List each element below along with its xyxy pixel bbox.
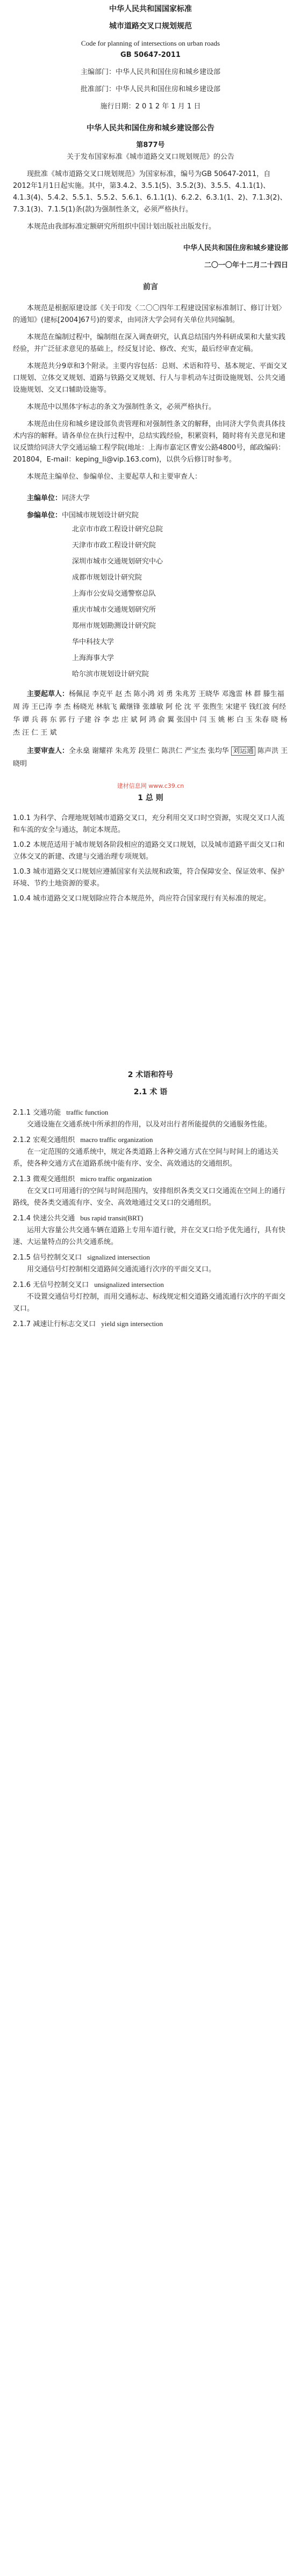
approver-line: 批准部门：中华人民共和国住房和城乡建设部 xyxy=(80,85,221,93)
reviewers-line: 主要审查人：全永燊 谢耀祥 朱兆芳 段里仁 陈洪仁 严宝杰 张均华 刘运通 陈声洪 王晓明 xyxy=(13,747,288,768)
announcement-subject: 关于发布国家标准《城市道路交叉口规划规范》的公告 xyxy=(66,153,234,161)
term-definition: 在一定范围的交通系统中，规定各类道路上各种交通方式在空间与时间上的通达关系，使各种交通方式在道路系统中能有序、安全、高效通达的交通组织。 xyxy=(13,1148,279,1168)
foreword-paragraph: 本规范主编单位、参编单位、主要起草人和主要审查人： xyxy=(27,473,202,481)
term-heading: 2.1.4 快速公共交通 bus rapid transit(BRT) xyxy=(13,1214,144,1223)
term-heading: 2.1.5 信号控制交叉口 signalized intersection xyxy=(13,1253,150,1262)
chief-unit-line: 主编单位：同济大学 xyxy=(27,494,90,502)
list-item: 成都市规划设计研究院 xyxy=(72,574,142,582)
foreword-paragraph: 本规范是根据原建设部《关于印发〈二〇〇四年工程建设国家标准制订、修订计划〉的通知》(建标[2004]67号)的要求，由同济大学会同有关单位共同编制。 xyxy=(13,304,286,324)
term-definition: 不设置交通信号灯控制，而用交通标志、标线规定相交道路交通流通行次序的平面交叉口。 xyxy=(13,1293,286,1313)
term-heading: 2.1.7 减速让行标志交叉口 yield sign intersection xyxy=(13,1320,163,1328)
foreword-title: 前言 xyxy=(143,283,158,291)
term-heading: 2.1.3 微观交通组织 micro traffic organization xyxy=(13,1175,152,1183)
drafters-line: 主要起草人：杨佩昆 李克平 赵 杰 陈小鸿 刘 勇 朱兆芳 王晓华 邓逸雷 林 群 滕生福 周 涛 王已涛 李 杰 杨晓光 林航飞 戴继锋 张雄敏 阿 伦 沈 平 张煦生 宋建平 钱红波 何经华 谭 兵 蒋 东 郭 行 子建 谷 李 忠 庄 斌 阿 鸿 俞 翼 张国中 闫 玉 姚 彬 白 玉 朱春 晓 杨 杰 汪 仁 王 斌 xyxy=(13,690,288,737)
effective-date-line: 施行日期：2 0 1 2 年 1 月 1 日 xyxy=(100,103,201,111)
chapter-2-title: 2 术语和符号 xyxy=(127,1071,174,1079)
watermark-text: 建材信息网 www.c39.cn xyxy=(117,782,184,789)
list-item: 上海市公安局交通警察总队 xyxy=(72,590,156,598)
participant-units-list xyxy=(13,522,288,683)
term-heading: 2.1.2 宏观交通组织 macro traffic organization xyxy=(13,1136,153,1144)
list-item: 天津市市政工程设计研究院 xyxy=(72,541,156,550)
foreword-paragraph: 本规范共分9章和3个附录。主要内容包括：总则、术语和符号、基本规定、平面交叉口规划、立体交叉规划、道路与铁路交叉规划、行人与非机动车过街设施规划、公共交通设施规划、交叉口辅助设施等。 xyxy=(13,362,288,394)
standard-code: GB 50647-2011 xyxy=(120,51,181,59)
term-definition: 交通设施在交通系统中所承担的作用，以及对出行者所能提供的交通服务性能。 xyxy=(27,1121,272,1129)
term-definition: 用交通信号灯控制相交道路间交通流通行次序的平面交叉口。 xyxy=(27,1265,216,1274)
announcement-body: 现批准《城市道路交叉口规划规范》为国家标准，编号为GB 50647-2011，自2012年1月1日起实施。其中，第3.4.2、3.5.1(5)、3.5.2(3)、3.5.5、4.1.1(1)、4.1.3(4)、5.4.2、5.5.1、5.5.2、5.6.1、6.1.1(1)、6.2.2、6.3.1(1、2)、7.1.3(2)、7.3.1(3)、7.1.5(1)条(款)为强制性条文，必须严格执行。 xyxy=(13,170,287,214)
term-definition: 在交叉口可用通行的空间与时间范围内，安排组织各类交叉口交通流在空间上的通行路线，使各类交通流有序、安全、高效地通过交叉口的交通组织。 xyxy=(13,1187,286,1207)
term-entry xyxy=(13,1318,288,1330)
list-item: 郑州市规划勘测设计研究院 xyxy=(72,622,156,630)
term-entry xyxy=(13,1134,288,1170)
participant-units-label: 参编单位：中国城市规划设计研究院 xyxy=(27,511,139,519)
clause-item: 1.0.2 本规范适用于城市规划各阶段相应的道路交叉口规划，以及城市道路平面交叉口和立体交叉的新建、改建与交通治理专项规划。 xyxy=(13,841,285,861)
standard-name-english: Code for planning of intersections on urban roads xyxy=(81,39,220,47)
clause-item: 1.0.4 城市道路交叉口规划除应符合本规范外，尚应符合国家现行有关标准的规定。 xyxy=(13,895,271,903)
list-item: 重庆市城市交通规划研究所 xyxy=(72,606,156,614)
standard-name: 城市道路交叉口规划规范 xyxy=(109,22,192,31)
list-item: 哈尔滨市规划设计研究院 xyxy=(72,670,149,678)
announcement-signature: 中华人民共和国住房和城乡建设部 xyxy=(183,244,288,252)
foreword-paragraph: 本规范在编制过程中，编制组在深入调查研究，认真总结国内外科研成果和大量实践经验，并广泛征求意见的基础上，经反复讨论、修改、充实，最后经审查定稿。 xyxy=(13,333,286,353)
term-definition: 运用大容量公共交通车辆在道路上专用车道行驶，并在交叉口给予优先通行，具有快速、大运量特点的公共交通系统。 xyxy=(13,1226,286,1246)
editor-line: 主编部门：中华人民共和国住房和城乡建设部 xyxy=(80,68,221,76)
chapter-1-title: 1 总 则 xyxy=(138,794,163,802)
announcement-date: 二〇一〇年十二月二十四日 xyxy=(204,261,288,269)
announcement-issuer: 中华人民共和国住房和城乡建设部公告 xyxy=(87,124,214,133)
clause-item: 1.0.1 为科学、合理地规划城市道路交叉口，充分利用交叉口时空资源，实现交叉口人流和车流的安全与通达，制定本规范。 xyxy=(13,814,285,834)
term-heading: 2.1.6 无信号控制交叉口 unsignalized intersection xyxy=(13,1280,164,1289)
term-entry xyxy=(13,1252,288,1276)
term-entry xyxy=(13,1107,288,1131)
clause-item: 1.0.3 城市道路交叉口规划应遵循国家有关法规和政策，符合保障安全、保证效率、保护环境、节约土地资源的要求。 xyxy=(13,868,285,888)
foreword-paragraph: 本规范中以黑体字标志的条文为强制性条文，必须严格执行。 xyxy=(27,403,216,411)
section-2-1-title: 2.1 术 语 xyxy=(133,1088,168,1096)
standard-type-title: 中华人民共和国国家标准 xyxy=(109,5,192,13)
announcement-publisher: 本规范由我部标准定额研究所组织中国计划出版社出版发行。 xyxy=(27,223,216,231)
term-entry xyxy=(13,1173,288,1209)
list-item: 深圳市城市交通规划研究中心 xyxy=(72,558,163,566)
boxed-reviewer-name: 刘运通 xyxy=(231,747,255,756)
list-item: 华中科技大学 xyxy=(72,638,114,646)
list-item: 上海海事大学 xyxy=(72,654,114,662)
term-heading: 2.1.1 交通功能 traffic function xyxy=(13,1108,109,1117)
term-entry xyxy=(13,1212,288,1248)
list-item: 北京市市政工程设计研究总院 xyxy=(72,525,163,533)
foreword-paragraph: 本规范由住房和城乡建设部负责管理和对强制性条文的解释，由同济大学负责具体技术内容的解释。请各单位在执行过程中，总结实践经验，积累资料，随时将有关意见和建议反馈给同济大学交通运输工程学院(地址：上海市嘉定区曹安公路4800号，邮政编码：201804，E-mail：keping_li@vip.163.com)，以供今后修订时参考。 xyxy=(13,420,286,464)
term-entry xyxy=(13,1279,288,1315)
announcement-number: 第877号 xyxy=(136,141,165,149)
